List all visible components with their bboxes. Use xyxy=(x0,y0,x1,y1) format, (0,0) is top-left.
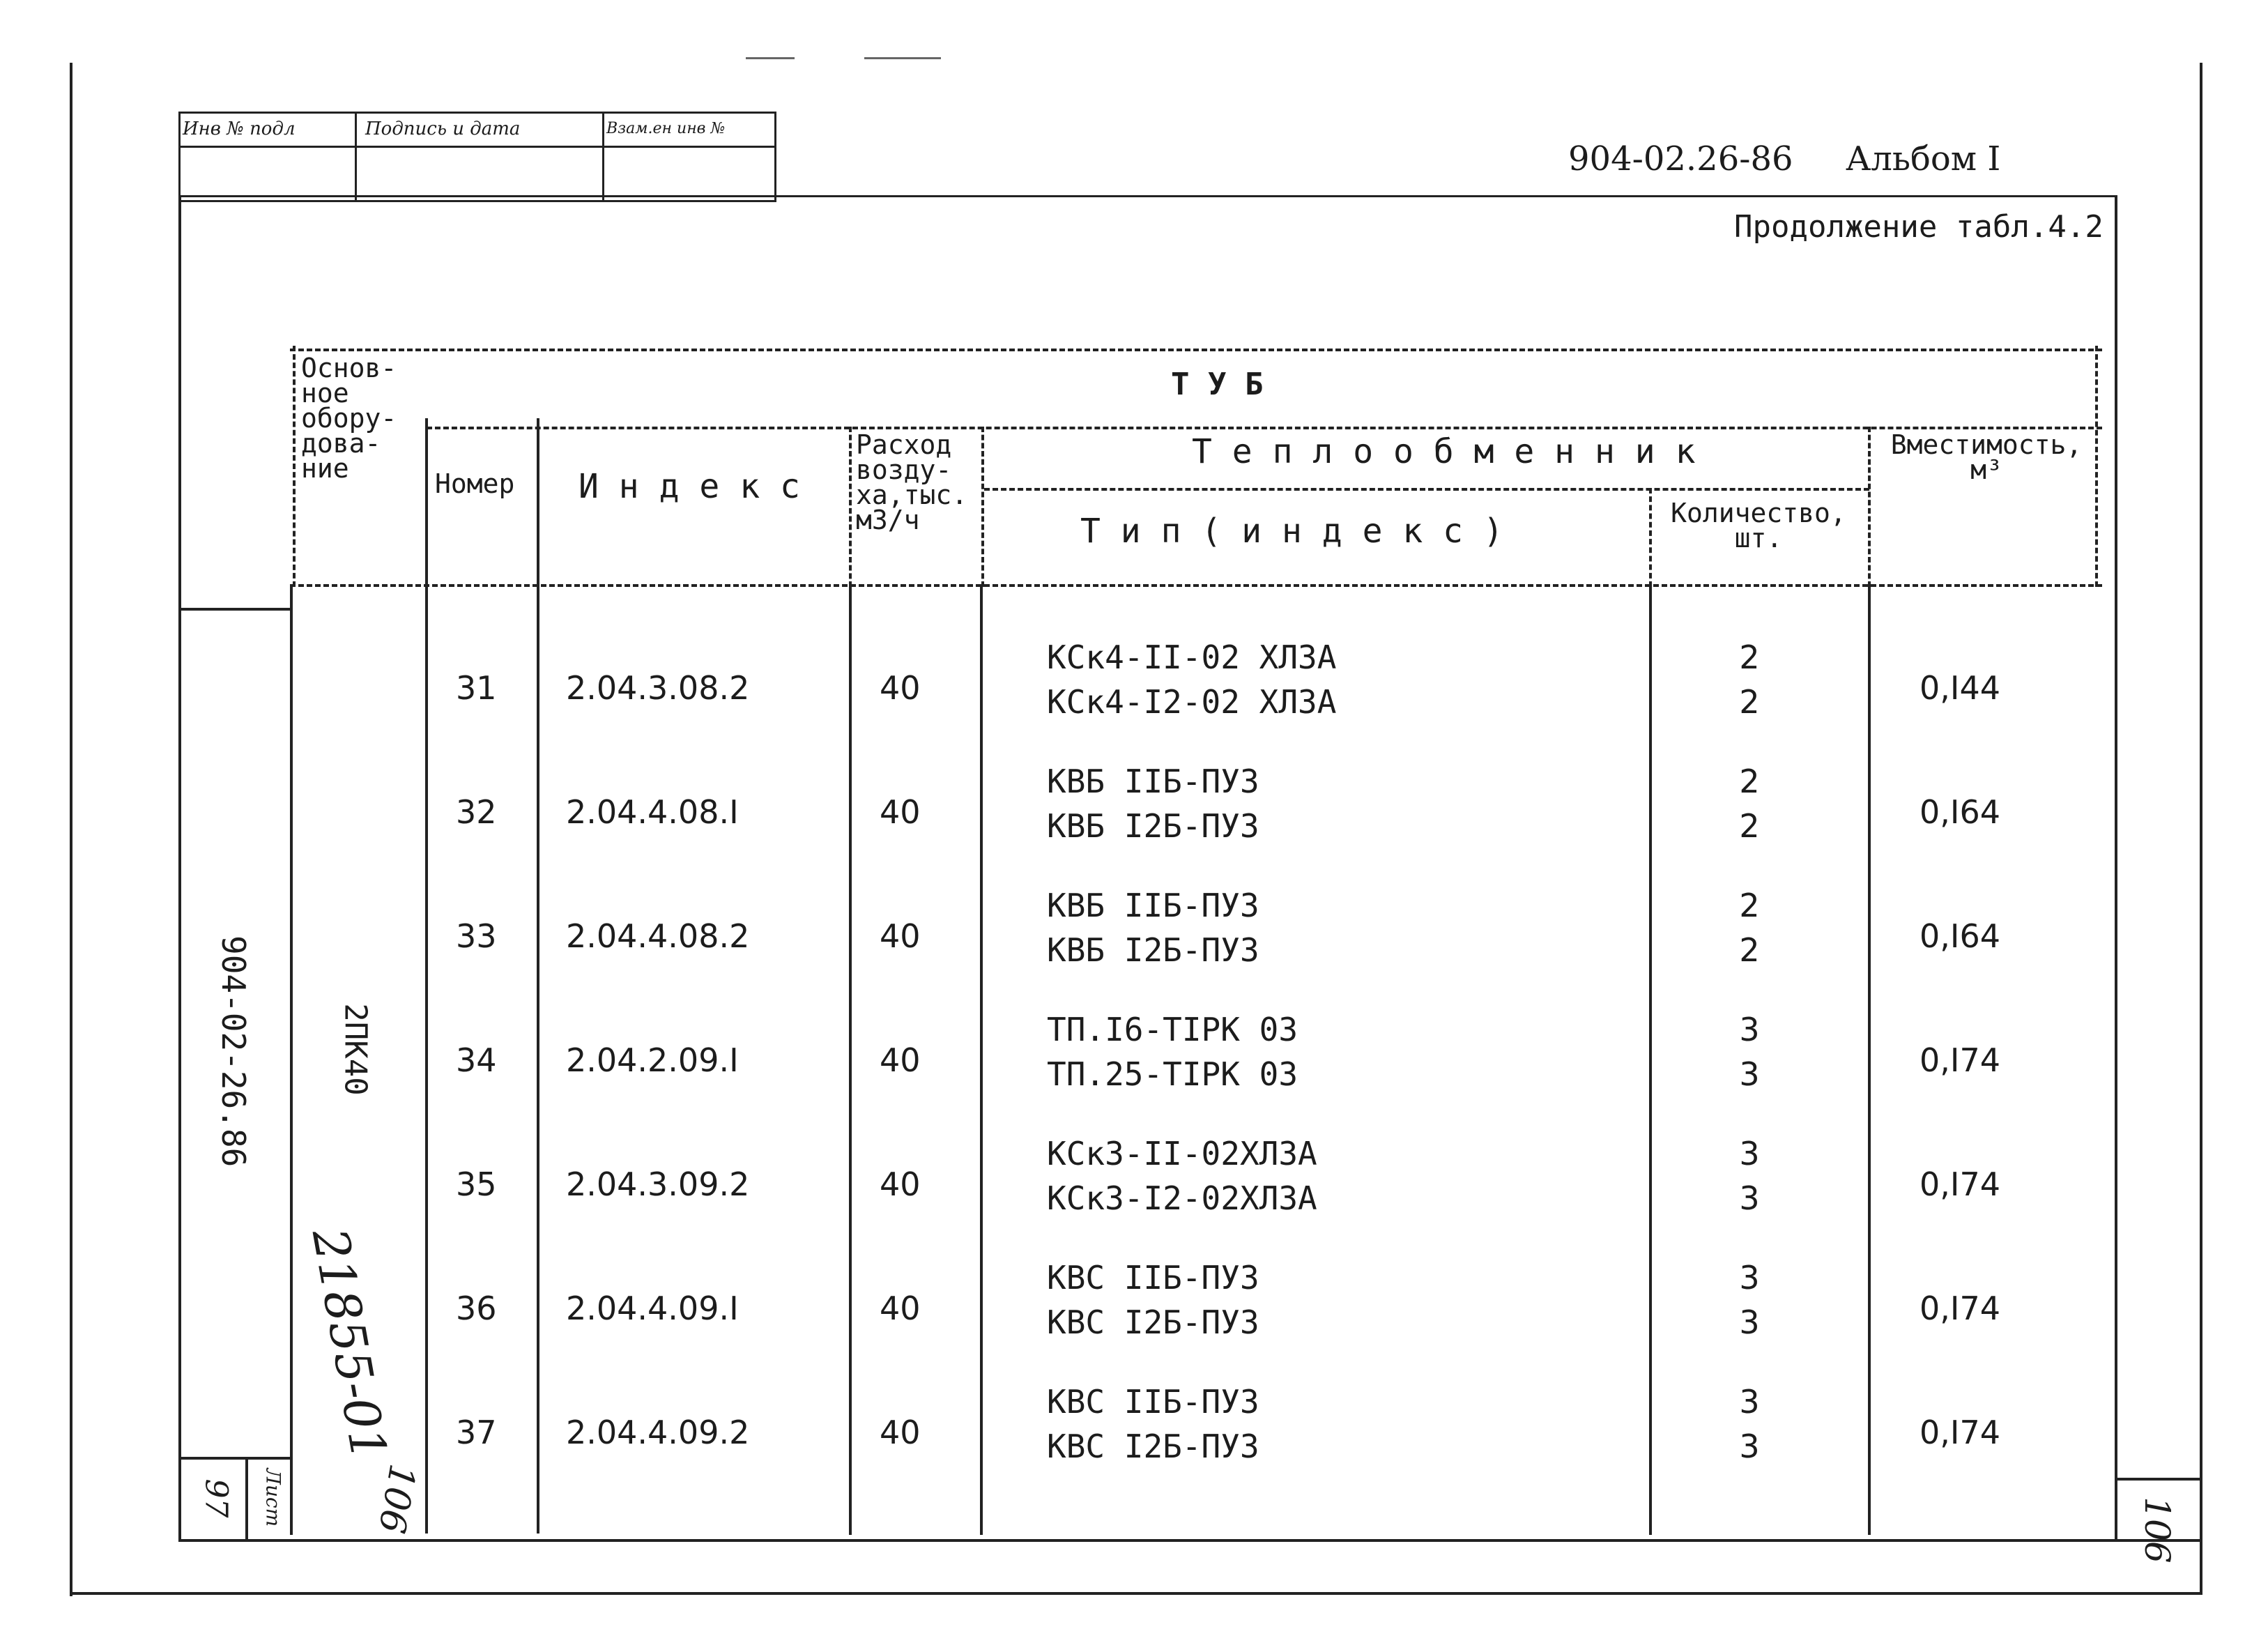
row-index: 2.04.2.09.I xyxy=(566,1041,739,1079)
sheet-number: 97 xyxy=(198,1478,234,1518)
inner-frame-left xyxy=(178,195,181,1540)
row-number: 32 xyxy=(456,793,497,831)
header-index: И н д е к с xyxy=(579,467,800,506)
row-qty-1: 3 xyxy=(1739,1011,1760,1048)
row-capacity: 0,I74 xyxy=(1920,1290,2000,1327)
row-number: 36 xyxy=(456,1290,497,1327)
row-capacity: 0,I64 xyxy=(1920,917,2000,955)
row-qty-1: 3 xyxy=(1739,1383,1760,1421)
row-number: 37 xyxy=(456,1414,497,1451)
inner-frame-bottom xyxy=(178,1539,2200,1542)
row-qty-2: 2 xyxy=(1739,683,1760,721)
scan-speck xyxy=(864,57,941,59)
row-capacity: 0,I74 xyxy=(1920,1041,2000,1079)
header-quantity: Количество, шт. xyxy=(1671,498,1846,553)
header-heat-exchanger: Т е п л о о б м е н н и к xyxy=(1192,432,1696,471)
row-qty-2: 3 xyxy=(1739,1055,1760,1093)
header-group-tub: Т У Б xyxy=(1171,367,1264,402)
album-label: Альбом I xyxy=(1846,139,2001,178)
row-index: 2.04.4.08.I xyxy=(566,793,739,831)
row-type-2: КСк3-I2-02ХЛЗА xyxy=(1047,1179,1317,1217)
header-number: Номер xyxy=(435,468,515,499)
stamp-label-inv: Инв № подл xyxy=(183,118,296,139)
row-type-1: КВС IIБ-ПУЗ xyxy=(1047,1259,1259,1297)
table-continuation: Продолжение табл.4.2 xyxy=(1734,209,2104,245)
row-qty-2: 3 xyxy=(1739,1179,1760,1217)
row-index: 2.04.4.09.2 xyxy=(566,1414,750,1451)
row-type-1: КВС IIБ-ПУЗ xyxy=(1047,1383,1259,1421)
row-airflow: 40 xyxy=(880,793,921,831)
frame-right xyxy=(2200,63,2202,1593)
row-qty-1: 2 xyxy=(1739,638,1760,676)
row-type-2: КСк4-I2-02 ХЛЗА xyxy=(1047,683,1337,721)
row-number: 35 xyxy=(456,1165,497,1203)
header-type: Т и п ( и н д е к с ) xyxy=(1080,512,1503,551)
row-type-2: КВС I2Б-ПУЗ xyxy=(1047,1428,1259,1465)
row-qty-2: 3 xyxy=(1739,1428,1760,1465)
frame-left xyxy=(70,63,72,1596)
row-airflow: 40 xyxy=(880,1041,921,1079)
row-type-2: КВБ I2Б-ПУЗ xyxy=(1047,807,1259,845)
equipment-value: 2ПК40 xyxy=(337,1003,374,1096)
row-airflow: 40 xyxy=(880,669,921,707)
row-qty-1: 2 xyxy=(1739,887,1760,924)
row-capacity: 0,I74 xyxy=(1920,1165,2000,1203)
header-capacity: Вместимость, м³ xyxy=(1890,429,2083,485)
handwritten-code: 21855-01 xyxy=(300,1224,398,1464)
row-type-1: ТП.I6-TIPK 03 xyxy=(1047,1011,1298,1048)
row-index: 2.04.4.09.I xyxy=(566,1290,739,1327)
row-number: 31 xyxy=(456,669,497,707)
inner-frame-right xyxy=(2115,195,2117,1540)
row-number: 34 xyxy=(456,1041,497,1079)
row-capacity: 0,I64 xyxy=(1920,793,2000,831)
row-number: 33 xyxy=(456,917,497,955)
stamp-label-replaced: Взам.ен инв № xyxy=(606,120,726,137)
row-qty-1: 3 xyxy=(1739,1259,1760,1297)
row-type-1: КСк3-II-02ХЛЗА xyxy=(1047,1135,1317,1172)
row-type-2: КВБ I2Б-ПУЗ xyxy=(1047,931,1259,969)
row-capacity: 0,I74 xyxy=(1920,1414,2000,1451)
row-qty-2: 3 xyxy=(1739,1303,1760,1341)
side-document-code: 904-02-26.86 xyxy=(215,935,252,1168)
sheet-label: Лист xyxy=(261,1468,285,1527)
row-capacity: 0,I44 xyxy=(1920,669,2000,707)
frame-bottom xyxy=(70,1592,2202,1595)
row-airflow: 40 xyxy=(880,1414,921,1451)
row-airflow: 40 xyxy=(880,917,921,955)
row-type-1: КСк4-II-02 ХЛЗА xyxy=(1047,638,1337,676)
header-airflow: Расход возду- ха,тыс. м3/ч xyxy=(856,429,968,535)
row-type-1: КВБ IIБ-ПУЗ xyxy=(1047,763,1259,800)
stamp-label-signature: Подпись и дата xyxy=(365,118,521,139)
row-airflow: 40 xyxy=(880,1165,921,1203)
row-index: 2.04.3.08.2 xyxy=(566,669,750,707)
row-type-2: КВС I2Б-ПУЗ xyxy=(1047,1303,1259,1341)
row-qty-1: 2 xyxy=(1739,763,1760,800)
row-qty-2: 2 xyxy=(1739,807,1760,845)
page-number-right: 106 xyxy=(2137,1497,2177,1563)
document-code: 904-02.26-86 xyxy=(1568,139,1793,178)
row-type-1: КВБ IIБ-ПУЗ xyxy=(1047,887,1259,924)
row-airflow: 40 xyxy=(880,1290,921,1327)
scan-speck xyxy=(746,57,795,59)
page-number-left: 106 xyxy=(369,1460,424,1537)
header-equipment: Основ- ное обору- дова- ние xyxy=(301,353,397,484)
row-type-2: ТП.25-TIPK 03 xyxy=(1047,1055,1298,1093)
row-qty-2: 2 xyxy=(1739,931,1760,969)
row-qty-1: 3 xyxy=(1739,1135,1760,1172)
row-index: 2.04.3.09.2 xyxy=(566,1165,750,1203)
row-index: 2.04.4.08.2 xyxy=(566,917,750,955)
